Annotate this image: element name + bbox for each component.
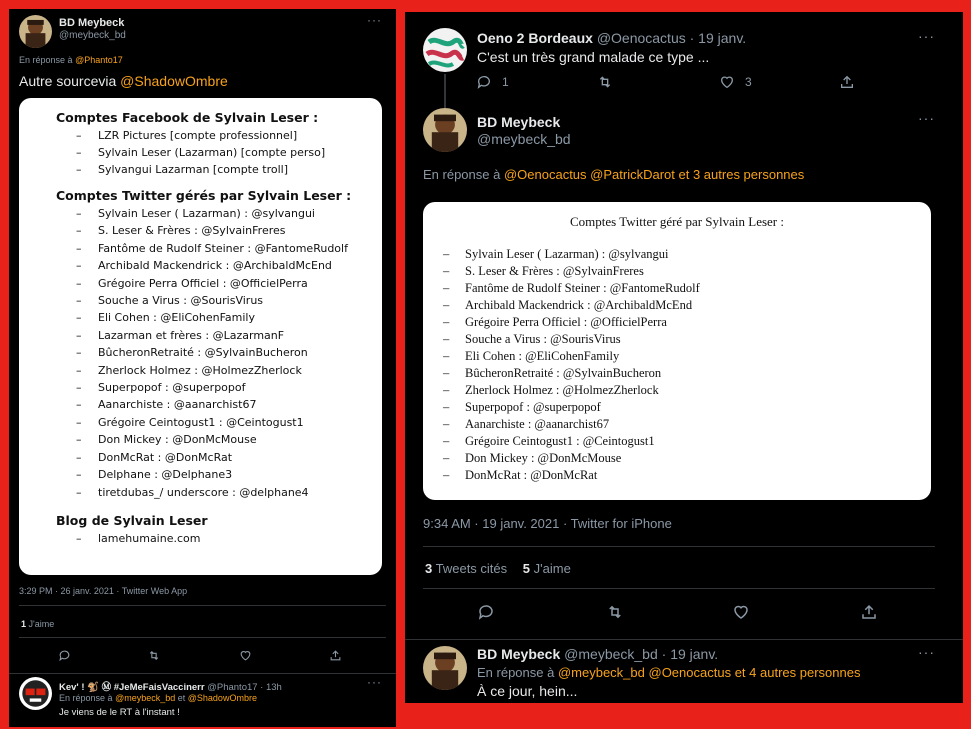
card-list	[465, 246, 931, 484]
list-item: – Fantôme de Rudolf Steiner : @FantomeRudolf	[465, 280, 931, 297]
right-tweet-panel	[405, 12, 963, 703]
card-section-title: Comptes Twitter gérés par Sylvain Leser :	[56, 188, 352, 203]
more-icon[interactable]: ···	[367, 675, 382, 689]
divider	[19, 605, 386, 606]
reply-mention-link[interactable]: @Phanto17	[75, 55, 123, 65]
list-item: – Souche a Virus : @SourisVirus	[98, 292, 382, 309]
list-item: – Delphane : @Delphane3	[98, 466, 382, 483]
list-item: – S. Leser & Frères : @SylvainFreres	[465, 263, 931, 280]
avatar-oeno[interactable]	[423, 28, 467, 72]
likes-count[interactable]: 1 J'aime	[21, 619, 55, 629]
list-item: – Archibald Mackendrick : @ArchibaldMcEnd	[465, 297, 931, 314]
reply-context: En réponse à @Phanto17	[19, 55, 123, 65]
reply-text: À ce jour, hein...	[477, 683, 578, 699]
left-tweet-panel	[9, 9, 396, 727]
like-icon[interactable]	[239, 649, 252, 662]
card-section-title: Blog de Sylvain Leser	[56, 512, 208, 528]
list-item: – Sylvain Leser ( Lazarman) : @sylvangui	[98, 205, 382, 222]
list-item: – tiretdubas_/ underscore : @delphane4	[98, 484, 382, 501]
tweet-image[interactable]	[423, 202, 931, 500]
divider	[423, 546, 935, 547]
like-icon[interactable]	[732, 603, 750, 621]
list-item: – Don Mickey : @DonMcMouse	[465, 450, 931, 467]
list-item: – BûcheronRetraité : @SylvainBucheron	[465, 365, 931, 382]
list-item: – Aanarchiste : @aanarchist67	[98, 396, 382, 413]
divider	[19, 637, 386, 638]
divider	[423, 588, 935, 589]
reply-author: BD Meybeck @meybeck_bd · 19 janv.	[477, 646, 719, 662]
share-icon[interactable]	[839, 74, 855, 90]
tweet-text: Autre sourcevia @ShadowOmbre	[19, 73, 228, 89]
top-tweet-text: C'est un très grand malade ce type ...	[477, 49, 710, 65]
list-item: – Grégoire Perra Officiel : @OfficielPerra	[98, 275, 382, 292]
mention-link[interactable]: @ShadowOmbre	[120, 73, 228, 89]
divider	[405, 639, 963, 640]
more-icon[interactable]: ···	[918, 28, 935, 44]
reply-text: Je viens de le RT à l'instant !	[59, 707, 180, 718]
likes-count[interactable]: 5 J'aime	[522, 561, 571, 576]
like-icon[interactable]	[719, 74, 752, 90]
like-count: 3	[745, 75, 752, 89]
reply-icon[interactable]	[477, 603, 495, 621]
list-item: – BûcheronRetraité : @SylvainBucheron	[98, 344, 382, 361]
card-section-list	[56, 205, 382, 501]
avatar-meybeck[interactable]	[423, 646, 467, 690]
list-item: – Grégoire Ceintogust1 : @Ceintogust1	[465, 433, 931, 450]
more-icon[interactable]: ···	[918, 644, 935, 660]
retweet-icon[interactable]	[147, 649, 161, 662]
list-item: – Lazarman et frères : @LazarmanF	[98, 327, 382, 344]
reply-context: En réponse à @meybeck_bd @Oenocactus et 4 autres personnes	[477, 665, 861, 680]
list-item: – Zherlock Holmez : @HolmezZherlock	[98, 362, 382, 379]
list-item: – DonMcRat : @DonMcRat	[98, 449, 382, 466]
author-handle[interactable]: @meybeck_bd	[59, 30, 126, 41]
share-icon[interactable]	[329, 649, 342, 662]
card-title: Comptes Twitter géré par Sylvain Leser :	[569, 214, 785, 229]
tweet-timestamp[interactable]: 9:34 AM · 19 janv. 2021 · Twitter for iPhone	[423, 516, 672, 531]
top-action-bar	[405, 74, 963, 94]
tweet-image[interactable]	[19, 98, 382, 575]
reply-count: 1	[502, 75, 509, 89]
tweet-timestamp[interactable]: 3:29 PM · 26 janv. 2021 · Twitter Web App	[19, 586, 188, 596]
avatar-meybeck[interactable]	[19, 15, 52, 48]
author-name[interactable]: BD Meybeck	[59, 17, 125, 29]
top-author: Oeno 2 Bordeaux @Oenocactus · 19 janv.	[477, 30, 747, 46]
list-item: – Grégoire Perra Officiel : @OfficielPerra	[465, 314, 931, 331]
card-section-title: Comptes Facebook de Sylvain Leser :	[56, 110, 319, 125]
list-item: – Eli Cohen : @EliCohenFamily	[465, 348, 931, 365]
retweet-icon[interactable]	[596, 74, 614, 90]
list-item: – S. Leser & Frères : @SylvainFreres	[98, 222, 382, 239]
list-item: – Sylvain Leser ( Lazarman) : @sylvangui	[465, 246, 931, 263]
list-item: – Don Mickey : @DonMcMouse	[98, 431, 382, 448]
list-item: – Superpopof : @superpopof	[465, 399, 931, 416]
reply-context: En réponse à @meybeck_bd et @ShadowOmbre	[59, 693, 257, 703]
list-item: – Eli Cohen : @EliCohenFamily	[98, 309, 382, 326]
retweet-icon[interactable]	[605, 603, 625, 621]
avatar-kev[interactable]	[19, 677, 52, 710]
list-item: – Superpopof : @superpopof	[98, 379, 382, 396]
list-item: – Sylvangui Lazarman [compte troll]	[98, 161, 382, 178]
card-section-list	[56, 127, 382, 178]
quote-tweets[interactable]: 3 Tweets cités	[425, 561, 508, 576]
list-item: – Archibald Mackendrick : @ArchibaldMcEnd	[98, 257, 382, 274]
reply-context: En réponse à @Oenocactus @PatrickDarot et 3 autres personnes	[423, 167, 805, 182]
action-bar	[9, 649, 396, 669]
main-action-bar	[405, 603, 963, 625]
avatar-meybeck[interactable]	[423, 108, 467, 152]
reply-author: Kev' ! 🐒 Ⓜ #JeMeFaisVaccinerr @Phanto17 · 13h	[59, 682, 282, 693]
list-item: – lamehumaine.com	[98, 530, 382, 547]
list-item: – Souche a Virus : @SourisVirus	[465, 331, 931, 348]
list-item: – Sylvain Leser (Lazarman) [compte perso]	[98, 144, 382, 161]
list-item: – LZR Pictures [compte professionnel]	[98, 127, 382, 144]
list-item: – DonMcRat : @DonMcRat	[465, 467, 931, 484]
reply-icon[interactable]	[58, 649, 71, 662]
card-section-list	[56, 530, 382, 547]
list-item: – Fantôme de Rudolf Steiner : @FantomeRudolf	[98, 240, 382, 257]
more-icon[interactable]: ···	[918, 110, 935, 126]
author-name[interactable]: BD Meybeck	[477, 114, 561, 130]
reply-icon[interactable]	[476, 74, 509, 90]
list-item: – Zherlock Holmez : @HolmezZherlock	[465, 382, 931, 399]
share-icon[interactable]	[860, 603, 878, 621]
list-item: – Grégoire Ceintogust1 : @Ceintogust1	[98, 414, 382, 431]
list-item: – Aanarchiste : @aanarchist67	[465, 416, 931, 433]
author-handle[interactable]: @meybeck_bd	[477, 131, 571, 147]
tweet-stats	[425, 561, 571, 576]
more-icon[interactable]: ···	[367, 13, 382, 27]
divider	[9, 673, 396, 674]
